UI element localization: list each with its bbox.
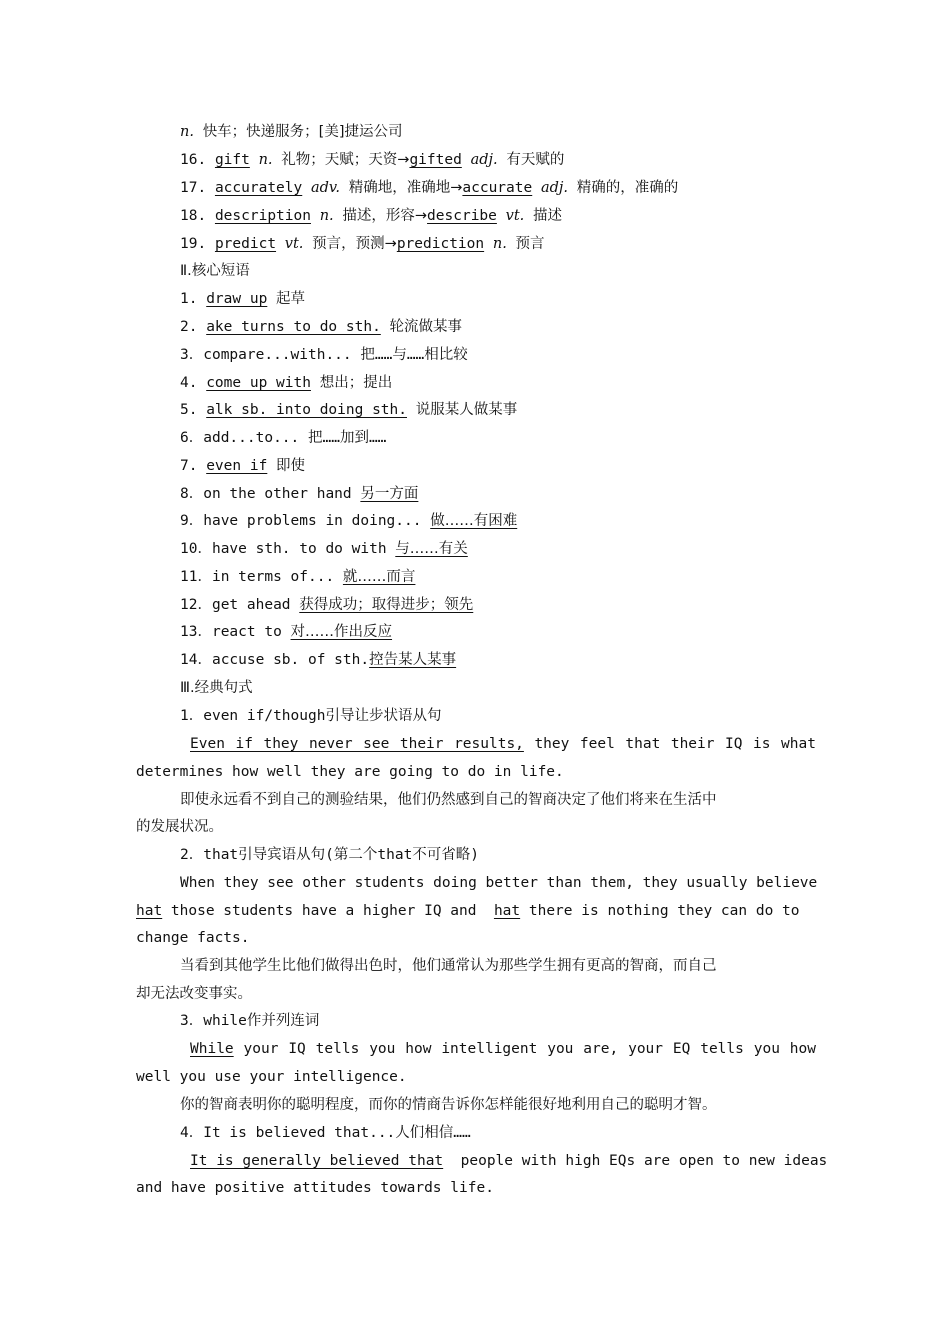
sentence-1-line-1 xyxy=(190,733,816,755)
sentence-2-line-1: When they see other students doing better than them, they usually believe xyxy=(180,875,818,891)
part-of-speech: adj. xyxy=(470,152,498,168)
answer-word: hat xyxy=(493,903,521,919)
sentence-2-line-2 xyxy=(136,900,816,922)
answer-derived-word: prediction xyxy=(396,236,485,252)
answer-word: description xyxy=(214,208,311,224)
part-of-speech: vt. xyxy=(505,208,525,224)
meaning: 描述 xyxy=(533,208,562,224)
part-of-speech: n. xyxy=(319,208,334,224)
sentence-4-line-1 xyxy=(190,1150,828,1172)
sentence-2-translation-2: 却无法改变事实。 xyxy=(136,986,252,1002)
part-of-speech: adv. xyxy=(310,180,340,196)
sentence-title-2: 2．that引导宾语从句(第二个that不可省略) xyxy=(180,847,480,863)
answer-meaning: 与……有关 xyxy=(395,541,468,557)
item-number: 18. xyxy=(180,208,207,224)
sentence-text: people with high EQs are open to new ideas xyxy=(443,1153,828,1169)
phrase-line-4 xyxy=(180,372,820,394)
part-of-speech: adj. xyxy=(540,180,569,196)
meaning: 想出；提出 xyxy=(319,375,393,391)
phrase: 8．on the other hand xyxy=(180,486,352,502)
meaning: 预言，预测→ xyxy=(312,236,397,252)
phrase-line-5 xyxy=(180,399,820,421)
answer-phrase: come up with xyxy=(206,375,311,391)
phrase: 9．have problems in doing... xyxy=(180,513,422,529)
answer-phrase: ake turns to do sth. xyxy=(206,319,381,335)
answer-phrase: alk sb. into doing sth. xyxy=(206,402,407,418)
meaning: 精确地，准确地→ xyxy=(348,180,463,196)
answer-word: gift xyxy=(214,152,250,168)
vocab-line-16 xyxy=(180,149,820,171)
answer-clause: It is generally believed that xyxy=(190,1153,444,1169)
answer-derived-word: accurate xyxy=(462,180,533,196)
vocab-line-18 xyxy=(180,205,820,227)
phrase-line-12 xyxy=(180,594,820,616)
answer-word: accurately xyxy=(214,180,303,196)
sentence-1-line-2: determines how well they are going to do in life. xyxy=(136,764,564,780)
answer-meaning: 对……作出反应 xyxy=(290,624,393,640)
phrase: 10．have sth. to do with xyxy=(180,541,387,557)
answer-meaning: 控告某人某事 xyxy=(369,652,457,668)
sentence-title-3: 3．while作并列连词 xyxy=(180,1013,320,1029)
sentence-3-line-1 xyxy=(190,1038,816,1060)
phrase: 11．in terms of... xyxy=(180,569,335,585)
phrase-line-3: 3．compare...with... 把……与……相比较 xyxy=(180,347,468,363)
part-of-speech: n. xyxy=(180,124,194,140)
meaning: 描述，形容→ xyxy=(342,208,428,224)
phrase-line-9 xyxy=(180,510,820,532)
phrase-line-7 xyxy=(180,455,820,477)
sentence-2-line-3: change facts. xyxy=(136,930,250,946)
answer-word: While xyxy=(190,1041,234,1057)
meaning: 快车；快递服务；[美]捷运公司 xyxy=(202,124,403,140)
item-number: 4. xyxy=(180,375,198,391)
answer-meaning: 做……有困难 xyxy=(430,513,518,529)
sentence-text: there is nothing they can do to xyxy=(520,903,800,919)
answer-word: hat xyxy=(136,903,163,919)
answer-derived-word: describe xyxy=(427,208,497,224)
item-number: 2. xyxy=(180,319,198,335)
vocab-line-17 xyxy=(180,177,820,199)
part-of-speech: vt. xyxy=(284,236,304,252)
sentence-3-translation: 你的智商表明你的聪明程度，而你的情商告诉你怎样能很好地利用自己的聪明才智。 xyxy=(180,1097,717,1113)
sentence-text: they feel that their IQ is what xyxy=(523,736,816,752)
sentence-title-1: 1．even if/though引导让步状语从句 xyxy=(180,708,442,724)
answer-meaning: 获得成功；取得进步；领先 xyxy=(299,597,474,613)
answer-word: predict xyxy=(214,236,277,252)
item-number: 1. xyxy=(180,291,198,307)
section-heading-sentences: Ⅲ.经典句式 xyxy=(180,680,253,696)
sentence-2-translation-1: 当看到其他学生比他们做得出色时，他们通常认为那些学生拥有更高的智商，而自己 xyxy=(180,958,717,974)
answer-meaning: 就……而言 xyxy=(342,569,416,585)
meaning: 说服某人做某事 xyxy=(415,402,518,418)
phrase: 13．react to xyxy=(180,624,282,640)
item-number: 5. xyxy=(180,402,198,418)
vocab-line-19 xyxy=(180,233,820,255)
answer-derived-word: gifted xyxy=(409,152,462,168)
sentence-text: those students have a higher IQ and xyxy=(162,903,494,919)
phrase-line-2 xyxy=(180,316,820,338)
answer-clause: Even if they never see their results, xyxy=(190,736,524,752)
answer-phrase: draw up xyxy=(206,291,268,307)
phrase-line-13 xyxy=(180,621,820,643)
sentence-4-line-2: and have positive attitudes towards life. xyxy=(136,1180,494,1196)
item-number: 7. xyxy=(180,458,198,474)
answer-meaning: 另一方面 xyxy=(360,486,419,502)
phrase: 14．accuse sb. of sth. xyxy=(180,652,370,668)
sentence-1-translation-1: 即使永远看不到自己的测验结果，他们仍然感到自己的智商决定了他们将来在生活中 xyxy=(180,792,717,808)
meaning: 轮流做某事 xyxy=(389,319,463,335)
phrase-line-14 xyxy=(180,649,820,671)
meaning: 起草 xyxy=(276,291,306,307)
sentence-title-4: 4．It is believed that...人们相信…… xyxy=(180,1125,471,1141)
meaning: 有天赋的 xyxy=(506,152,565,168)
sentence-3-line-2: well you use your intelligence. xyxy=(136,1069,407,1085)
meaning: 礼物；天赋；天资→ xyxy=(281,152,410,168)
vocab-line-15 xyxy=(180,121,820,143)
item-number: 16. xyxy=(180,152,207,168)
phrase: 12．get ahead xyxy=(180,597,291,613)
item-number: 17. xyxy=(180,180,207,196)
item-number: 19. xyxy=(180,236,207,252)
meaning: 精确的，准确的 xyxy=(576,180,679,196)
sentence-1-translation-2: 的发展状况。 xyxy=(136,819,223,835)
answer-phrase: even if xyxy=(206,458,268,474)
meaning: 预言 xyxy=(515,236,545,252)
meaning: 即使 xyxy=(276,458,306,474)
part-of-speech: n. xyxy=(492,236,507,252)
phrase-line-6: 6．add...to... 把……加到…… xyxy=(180,430,387,446)
phrase-line-1 xyxy=(180,288,820,310)
sentence-text: your IQ tells you how intelligent you are, your EQ tells you how xyxy=(233,1041,816,1057)
phrase-line-8 xyxy=(180,483,820,505)
phrase-line-10 xyxy=(180,538,820,560)
phrase-line-11 xyxy=(180,566,820,588)
part-of-speech: n. xyxy=(258,152,273,168)
section-heading-phrases: Ⅱ.核心短语 xyxy=(180,263,250,279)
